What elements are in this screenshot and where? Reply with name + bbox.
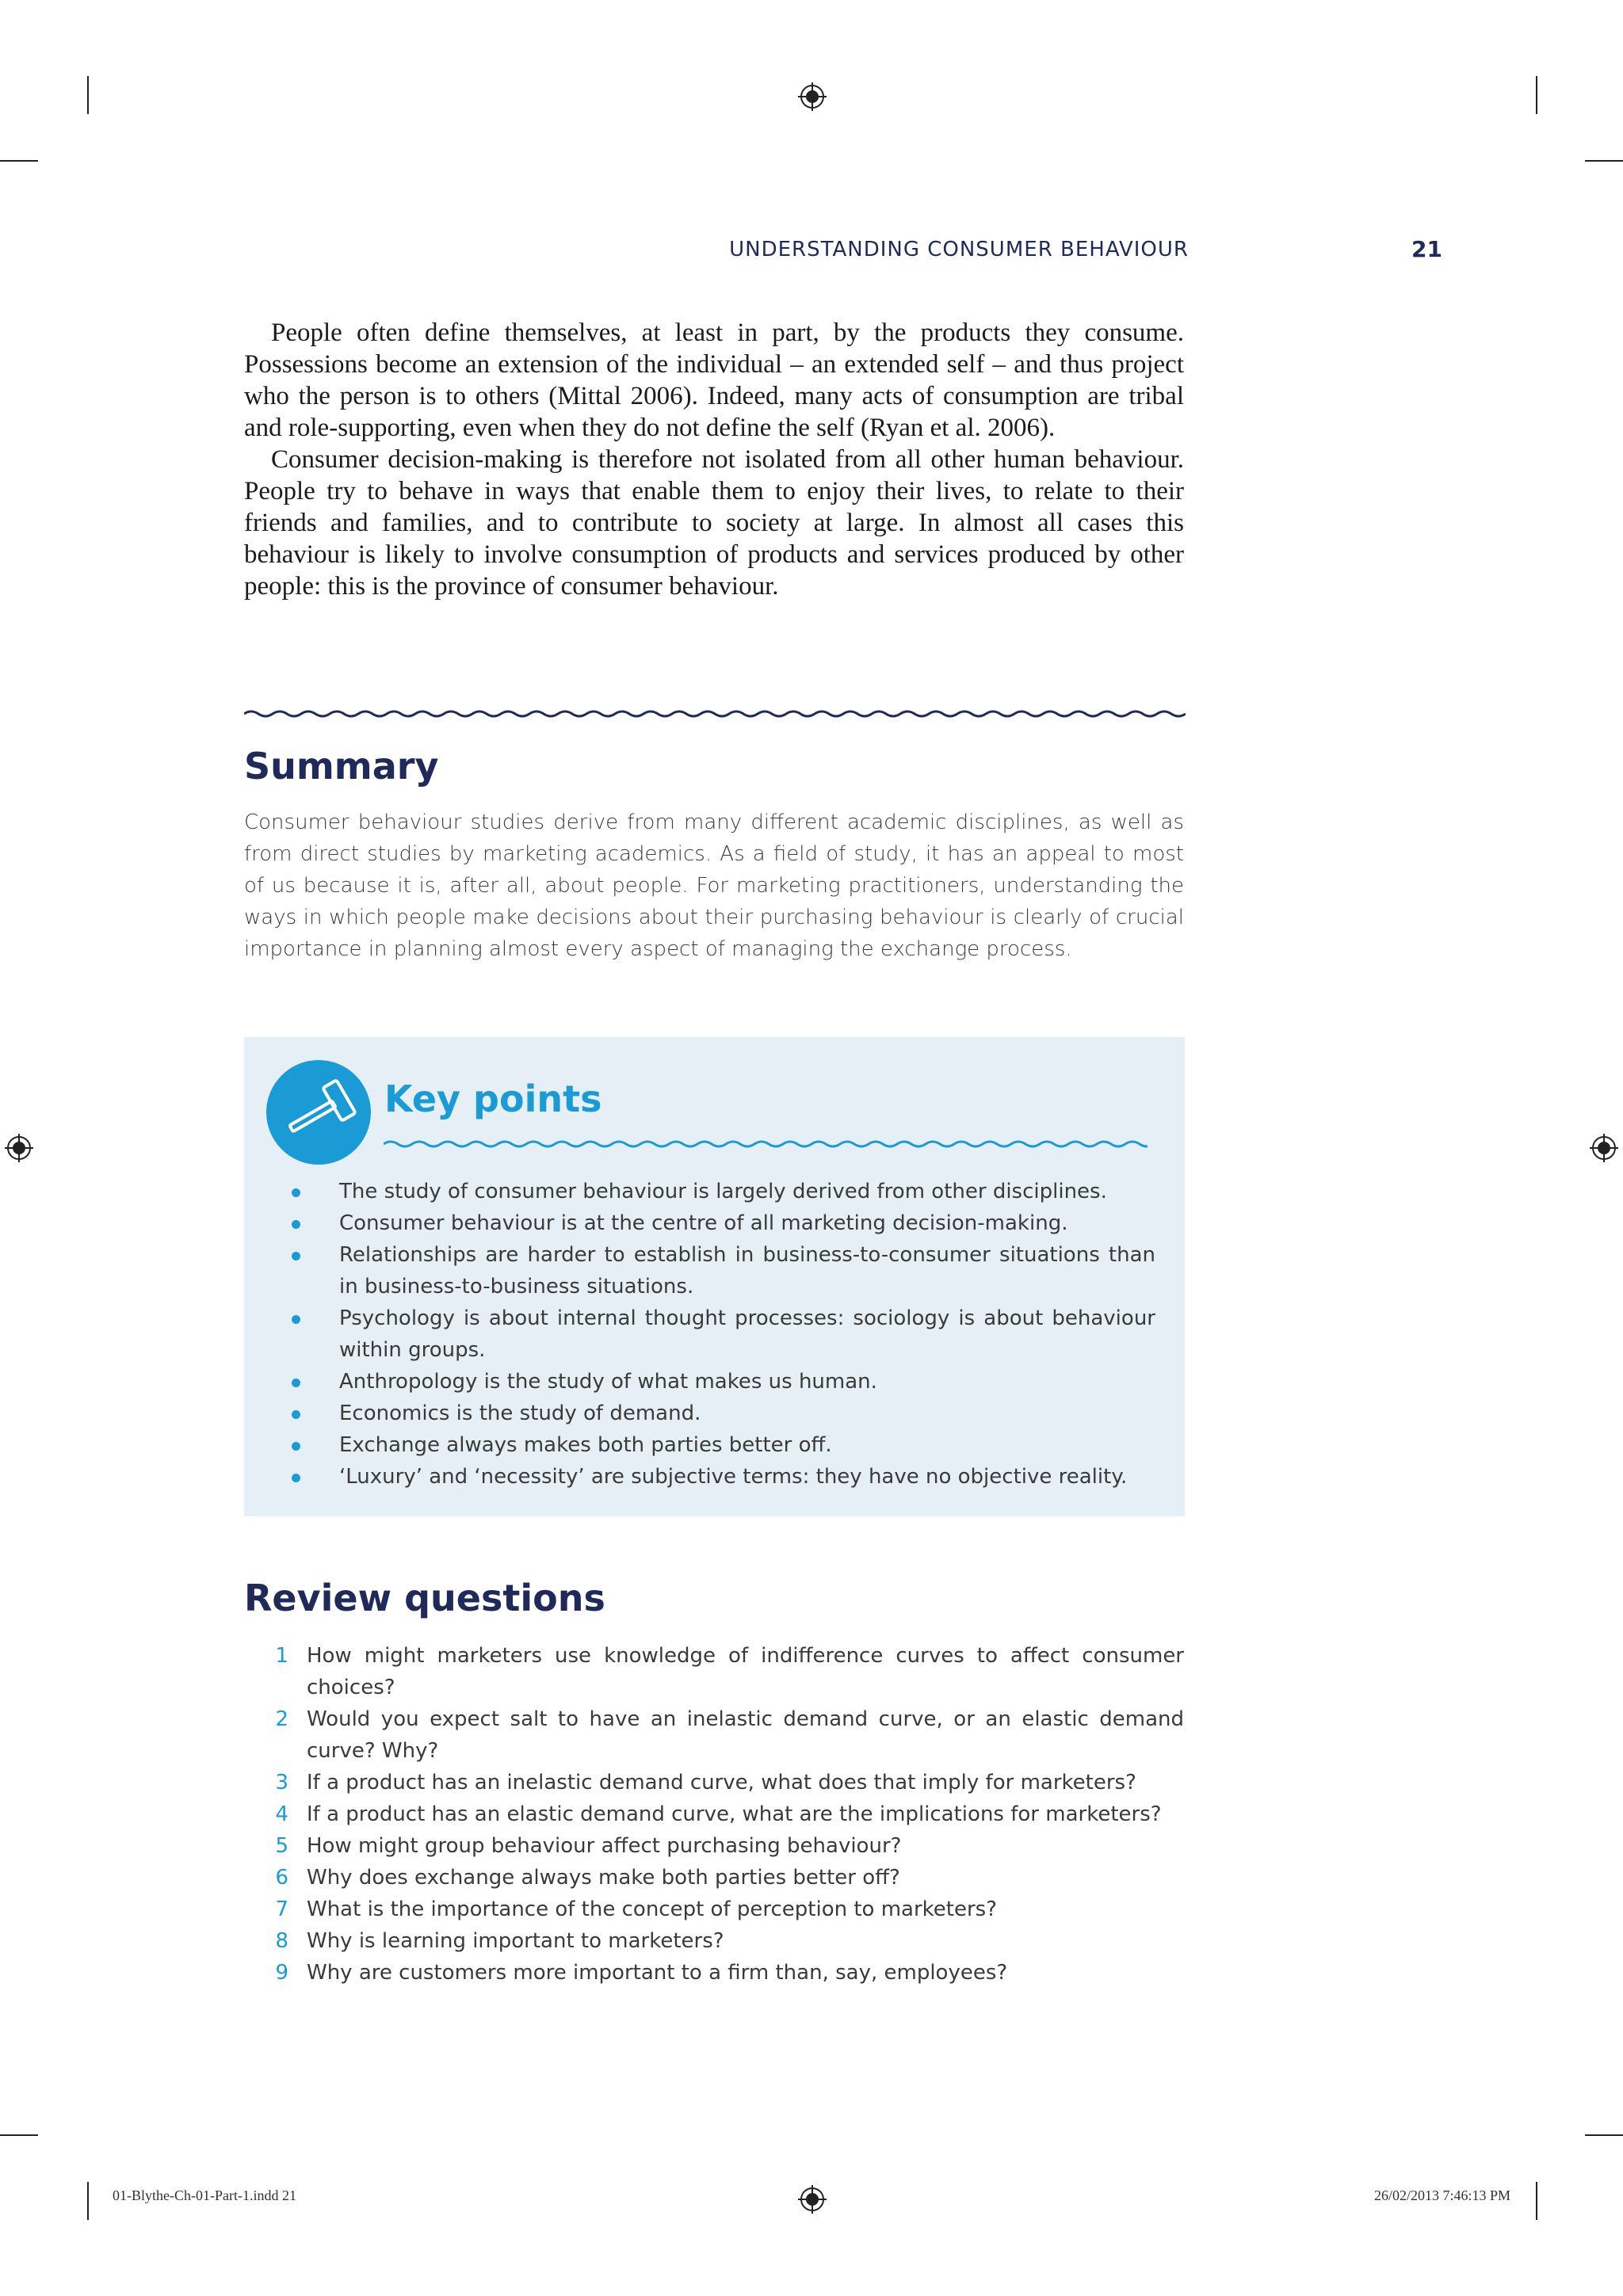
key-point-item [292,1366,1155,1398]
question-number: 1 [275,1644,288,1668]
review-question-item [269,1925,1184,1957]
bullet-icon [292,1442,300,1451]
bullet-icon [292,1315,300,1324]
question-number: 5 [275,1834,288,1858]
key-point-item [292,1207,1155,1239]
crop-mark [1585,2134,1623,2136]
wavy-divider [384,1138,1148,1150]
bullet-icon [292,1252,300,1261]
crop-mark [1536,2182,1537,2220]
review-questions-heading: Review questions [244,1577,605,1619]
slug-filename: 01-Blythe-Ch-01-Part-1.indd 21 [113,2187,296,2203]
wavy-divider [244,707,1186,720]
registration-mark-icon [1590,1134,1618,1162]
crop-mark [1536,76,1537,114]
question-number: 2 [275,1707,288,1731]
crop-mark [87,76,89,114]
review-question-item [269,1830,1184,1862]
key-point-text: Consumer behaviour is at the centre of all marketing decision-making. [339,1211,1068,1235]
key-point-item [292,1429,1155,1461]
key-point-item [292,1461,1155,1493]
question-text: Why is learning important to marketers? [307,1929,724,1953]
review-question-item [269,1640,1184,1703]
running-head: UNDERSTANDING CONSUMER BEHAVIOUR [729,238,1189,261]
question-number: 6 [275,1866,288,1890]
key-point-item [292,1176,1155,1207]
crop-mark [1585,160,1623,162]
key-point-text: Relationships are harder to establish in business-to-consumer situations than in business-to-business situations. [339,1243,1155,1299]
question-text: If a product has an inelastic demand curve, what does that imply for marketers? [307,1771,1136,1794]
review-question-item [269,1862,1184,1894]
key-point-text: Exchange always makes both parties better off. [339,1433,832,1457]
body-text [244,317,1184,602]
question-text: What is the importance of the concept of perception to marketers? [307,1897,998,1921]
question-text: Why does exchange always make both parties better off? [307,1866,900,1890]
body-paragraph: People often define themselves, at least in part, by the products they consume. Possessions become an extension of the individual – an extended self – and thus project who the person is to others (Mittal 2006). Indeed, many acts of consumption are tribal and role-supporting, even when they do not define the self (Ryan et al. 2006). [244,318,1184,442]
page-number: 21 [1411,236,1442,262]
key-point-item [292,1398,1155,1429]
question-text: If a product has an elastic demand curve, what are the implications for marketers? [307,1802,1162,1826]
key-point-item [292,1239,1155,1302]
bullet-icon [292,1379,300,1387]
question-text: Would you expect salt to have an inelastic demand curve, or an elastic demand curve? Why? [307,1707,1184,1763]
hammer-icon [266,1060,371,1165]
review-questions-list [269,1640,1184,1989]
registration-mark-icon [798,82,827,111]
review-question-item [269,1894,1184,1925]
question-text: How might marketers use knowledge of indifference curves to affect consumer choices? [307,1644,1184,1699]
key-point-text: ‘Luxury’ and ‘necessity’ are subjective terms: they have no objective reality. [339,1465,1128,1489]
question-number: 3 [275,1771,288,1794]
question-number: 9 [275,1961,288,1985]
key-point-item [292,1302,1155,1366]
body-paragraph: Consumer decision-making is therefore not isolated from all other human behaviour. People try to behave in ways that enable them to enjoy their lives, to relate to their friends and families, and to contribute to society at large. In almost all cases this behaviour is likely to involve consumption of products and services produced by other people: this is the province of consumer behaviour. [244,445,1184,601]
bullet-icon [292,1474,300,1482]
review-question-item [269,1957,1184,1989]
crop-mark [87,2182,89,2220]
bullet-icon [292,1188,300,1197]
key-points-badge [266,1060,371,1165]
crop-mark [0,2134,38,2136]
slug-timestamp: 26/02/2013 7:46:13 PM [1373,2187,1510,2203]
key-points-list [292,1176,1155,1493]
question-text: Why are customers more important to a firm than, say, employees? [307,1961,1008,1985]
bullet-icon [292,1410,300,1419]
registration-mark-icon [798,2185,827,2214]
key-point-text: Anthropology is the study of what makes us human. [339,1370,877,1394]
key-point-text: The study of consumer behaviour is largely derived from other disciplines. [339,1180,1107,1203]
review-question-item [269,1767,1184,1798]
key-point-text: Psychology is about internal thought processes: sociology is about behaviour within groups. [339,1306,1155,1362]
crop-mark [0,160,38,162]
key-points-heading: Key points [384,1077,602,1120]
key-point-text: Economics is the study of demand. [339,1402,701,1425]
question-text: How might group behaviour affect purchasing behaviour? [307,1834,902,1858]
bullet-icon [292,1220,300,1229]
question-number: 8 [275,1929,288,1953]
question-number: 4 [275,1802,288,1826]
summary-heading: Summary [244,745,439,788]
registration-mark-icon [5,1134,33,1162]
review-question-item [269,1703,1184,1767]
review-question-item [269,1798,1184,1830]
summary-text: Consumer behaviour studies derive from many different academic disciplines, as well as from direct studies by marketing academics. As a field of study, it has an appeal to most of us because it is, after all, about people. For marketing practitioners, understanding the ways in which people make decisions about their purchasing behaviour is clearly of crucial importance in planning almost every aspect of managing the exchange process. [244,810,1184,961]
question-number: 7 [275,1897,288,1921]
